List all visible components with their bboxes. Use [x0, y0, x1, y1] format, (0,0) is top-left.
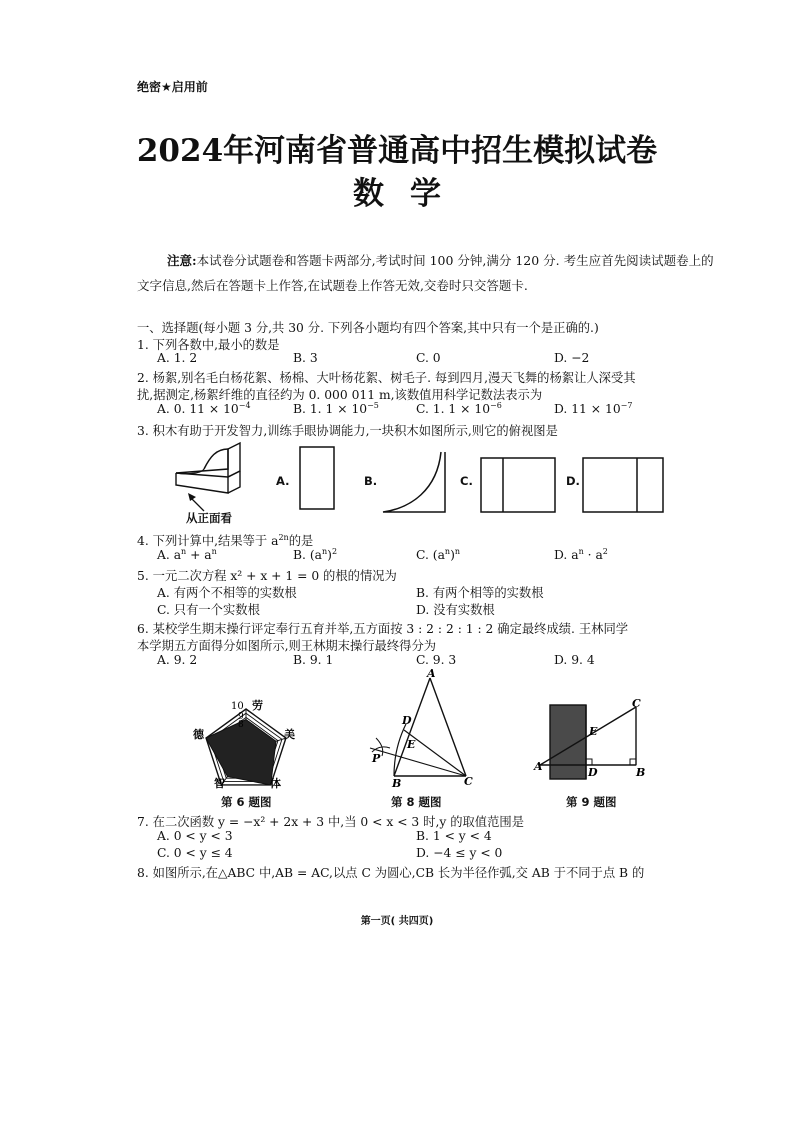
fig8-label-c: C — [464, 775, 473, 788]
section-heading: 一、选择题(每小题 3 分,共 30 分. 下列各小题均有四个答案,其中只有一个是正确的.) — [137, 321, 599, 335]
q3-option-b-label: B. — [364, 474, 378, 488]
q6-option-b: B. 9. 1 — [293, 653, 334, 667]
q7-option-c: C. 0 < y ≤ 4 — [157, 846, 233, 860]
fig6-label-zhi: 智 — [214, 777, 225, 790]
notice-paragraph — [137, 248, 715, 298]
q5-stem: 5. 一元二次方程 x² + x + 1 = 0 的根的情况为 — [137, 569, 397, 583]
q5-option-c: C. 只有一个实数根 — [157, 603, 260, 617]
q4-option-b: B. $(a^n)^2$ — [293, 546, 338, 562]
q5-option-d: D. 没有实数根 — [416, 603, 495, 617]
q3-front-view-label: 从正面看 — [186, 511, 232, 525]
fig8-label-p: P — [372, 752, 381, 765]
q4-option-c: C. $(a^n)^n$ — [416, 546, 461, 562]
fig6-tick-8: 8 — [238, 720, 244, 730]
notice-label: 注意: — [167, 253, 197, 268]
q3-option-c-label: C. — [460, 474, 473, 488]
q3-option-a-rectangle — [299, 446, 335, 510]
q1-option-c: C. 0 — [416, 351, 441, 365]
fig9-label-d: D — [588, 766, 598, 779]
q3-option-d-rectangle — [582, 457, 664, 513]
q6-stem-line2: 本学期五方面得分如图所示,则王林期末操行最终得分为 — [137, 639, 437, 653]
q1-option-b: B. 3 — [293, 351, 318, 365]
q1-option-a: A. 1. 2 — [157, 351, 198, 365]
q7-option-b: B. 1 < y < 4 — [416, 829, 492, 843]
q1-option-d: D. −2 — [554, 351, 590, 365]
fig6-label-de: 德 — [193, 728, 204, 741]
q6-stem-line1: 6. 某校学生期末操行评定奉行五育并举,五方面按 3 : 2 : 2 : 1 : 2 确定最终成绩. 王林同学 — [137, 622, 629, 636]
fig6-label-ti: 体 — [270, 777, 281, 790]
fig9-label-c: C — [632, 697, 641, 710]
fig8-triangle-figure — [362, 668, 482, 788]
q5-option-b: B. 有两个相等的实数根 — [416, 586, 544, 600]
fig8-label-d: D — [402, 714, 412, 727]
q6-option-a: A. 9. 2 — [157, 653, 198, 667]
page-footer: 第一页( 共四页) — [360, 916, 434, 927]
q5-option-a: A. 有两个不相等的实数根 — [157, 586, 297, 600]
q2-option-d: D. $11 \times 10^{-7}$ — [554, 400, 633, 416]
fig6-radar-chart — [190, 695, 310, 805]
fig9-rectangle-figure — [532, 697, 652, 787]
notice-text: 本试卷分试题卷和答题卡两部分,考试时间 100 分钟,满分 120 分. 考生应首先阅读试题卷上的文字信息,然后在答题卡上作答,在试题卷上作答无效,交卷时只交答题卡. — [137, 253, 714, 293]
exam-title: 2024年河南省普通高中招生模拟试卷 — [136, 133, 658, 169]
q2-option-b: B. 1. $1 \times 10^{-5}$ — [293, 400, 379, 416]
fig6-label-lao: 劳 — [252, 699, 263, 712]
fig9-label-e: E — [589, 725, 598, 738]
q2-stem-line2: 扰,据测定,杨絮纤维的直径约为 0. 000 011 m,该数值用科学记数法表示为 — [137, 388, 543, 402]
q3-option-c-rectangle — [480, 457, 556, 513]
q8-stem: 8. 如图所示,在△ABC 中,AB = AC,以点 C 为圆心,CB 长为半径作弧,交 AB 于不同于点 B 的 — [137, 866, 645, 880]
q3-stem: 3. 积木有助于开发智力,训练手眼协调能力,一块积木如图所示,则它的俯视图是 — [137, 424, 558, 438]
q7-option-d: D. −4 ≤ y < 0 — [416, 846, 503, 860]
fig9-label-b: B — [636, 766, 646, 779]
q7-stem: 7. 在二次函数 y = −x² + 2x + 3 中,当 0 < x < 3 时,y 的取值范围是 — [137, 815, 524, 829]
q3-option-b-curve-shape — [381, 450, 447, 514]
q6-option-d: D. 9. 4 — [554, 653, 595, 667]
fig6-tick-10: 10 — [231, 701, 244, 712]
q2-option-c: C. 1. $1 \times 10^{-6}$ — [416, 400, 502, 416]
q2-stem-line1: 2. 杨絮,别名毛白杨花絮、杨棉、大叶杨花絮、树毛子. 每到四月,漫天飞舞的杨絮让人深受其 — [137, 371, 636, 385]
q4-option-a: A. $a^n + a^n$ — [157, 546, 217, 562]
confidential-label: 绝密★启用前 — [137, 80, 208, 94]
fig6-caption: 第 6 题图 — [221, 795, 272, 809]
q3-option-d-label: D. — [566, 474, 580, 488]
fig9-caption: 第 9 题图 — [566, 795, 617, 809]
fig8-label-e: E — [407, 738, 416, 751]
fig9-label-a: A — [534, 760, 543, 773]
fig8-label-a: A — [427, 667, 436, 680]
q7-option-a: A. 0 < y < 3 — [157, 829, 233, 843]
fig6-label-mei: 美 — [284, 728, 295, 741]
exam-subject: 数学 — [353, 176, 467, 212]
q6-option-c: C. 9. 3 — [416, 653, 457, 667]
q3-option-a-label: A. — [276, 474, 290, 488]
q2-option-a: A. 0. $11 \times 10^{-4}$ — [157, 400, 251, 416]
q1-stem: 1. 下列各数中,最小的数是 — [137, 338, 280, 352]
q4-stem: 4. 下列计算中,结果等于 $a^{2n}$的是 — [137, 532, 314, 548]
fig8-label-b: B — [392, 777, 402, 790]
q4-option-d: D. $a^n \cdot a^2$ — [554, 546, 608, 562]
fig8-caption: 第 8 题图 — [391, 795, 442, 809]
fig6-tick-9: 9 — [238, 712, 244, 722]
